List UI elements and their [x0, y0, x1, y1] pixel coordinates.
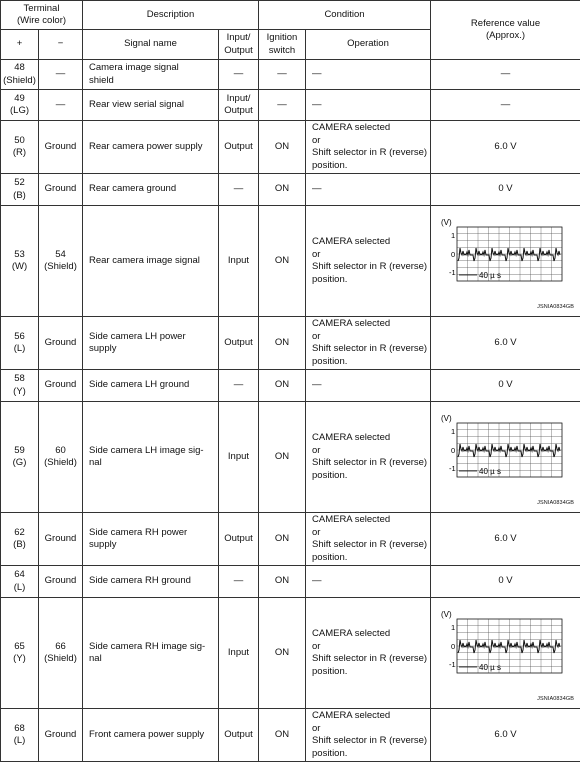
reference-value: 6.0 V — [431, 513, 580, 566]
time-label: 40 µ s — [478, 467, 501, 476]
terminal-plus: 53 (W) — [1, 206, 39, 317]
ignition-switch: — — [259, 60, 306, 90]
y-tick-label: 0 — [450, 250, 455, 259]
table-row — [1, 90, 580, 121]
ignition-switch: ON — [259, 121, 306, 174]
ignition-switch: ON — [259, 598, 306, 709]
y-tick-label: 1 — [450, 427, 455, 436]
terminal-plus: 68 (L) — [1, 709, 39, 762]
signal-name-header: Signal name — [83, 30, 219, 60]
y-tick-label: -1 — [448, 268, 456, 277]
ignition-switch: ON — [259, 513, 306, 566]
terminal-minus: Ground — [39, 174, 83, 206]
input-output: — — [219, 370, 259, 402]
operation: — — [306, 370, 431, 402]
operation: — — [306, 60, 431, 90]
terminal-plus: 52 (B) — [1, 174, 39, 206]
terminal-minus: 60 (Shield) — [39, 402, 83, 513]
io-header: Input/ Output — [219, 30, 259, 60]
reference-value — [431, 598, 580, 709]
input-output: — — [219, 174, 259, 206]
signal-name: Side camera RH power supply — [83, 513, 219, 566]
table-row — [1, 121, 580, 174]
operation: CAMERA selected or Shift selector in R (reverse) position. — [306, 709, 431, 762]
signal-name: Front camera power supply — [83, 709, 219, 762]
operation: CAMERA selected or Shift selector in R (reverse) position. — [306, 402, 431, 513]
input-output: Input — [219, 402, 259, 513]
ignition-header: Ignition switch — [259, 30, 306, 60]
signal-name: Rear camera power supply — [83, 121, 219, 174]
ignition-switch: ON — [259, 317, 306, 370]
terminal-minus: Ground — [39, 317, 83, 370]
y-tick-label: 1 — [450, 623, 455, 632]
waveform-trace — [458, 248, 560, 261]
plus-header: + — [1, 30, 39, 60]
input-output: Output — [219, 709, 259, 762]
operation: CAMERA selected or Shift selector in R (reverse) position. — [306, 206, 431, 317]
terminal-plus: 64 (L) — [1, 566, 39, 598]
input-output: Input — [219, 598, 259, 709]
terminal-plus: 62 (B) — [1, 513, 39, 566]
minus-header: − — [39, 30, 83, 60]
signal-name: Camera image signal shield — [83, 60, 219, 90]
waveform-trace — [458, 444, 560, 457]
table-row — [1, 60, 580, 90]
terminal-minus: Ground — [39, 709, 83, 762]
operation: — — [306, 174, 431, 206]
input-output: — — [219, 60, 259, 90]
reference-value: 6.0 V — [431, 121, 580, 174]
input-output: Output — [219, 317, 259, 370]
terminal-minus: Ground — [39, 566, 83, 598]
volt-unit-label: (V) — [440, 219, 452, 227]
y-tick-label: -1 — [448, 464, 456, 473]
operation-header: Operation — [306, 30, 431, 60]
ignition-switch: ON — [259, 566, 306, 598]
terminal-plus: 65 (Y) — [1, 598, 39, 709]
reference-value: 6.0 V — [431, 709, 580, 762]
ignition-switch: — — [259, 90, 306, 121]
time-label: 40 µ s — [478, 271, 501, 280]
input-output: — — [219, 566, 259, 598]
operation: CAMERA selected or Shift selector in R (reverse) position. — [306, 513, 431, 566]
terminal-minus: — — [39, 60, 83, 90]
y-tick-label: 0 — [450, 446, 455, 455]
waveform-chart — [441, 415, 571, 499]
ignition-switch: ON — [259, 370, 306, 402]
reference-value: 6.0 V — [431, 317, 580, 370]
signal-name: Rear camera image signal — [83, 206, 219, 317]
signal-name: Side camera RH image sig- nal — [83, 598, 219, 709]
signal-name: Rear camera ground — [83, 174, 219, 206]
input-output: Output — [219, 121, 259, 174]
operation: CAMERA selected or Shift selector in R (reverse) position. — [306, 598, 431, 709]
input-output: Input/ Output — [219, 90, 259, 121]
y-tick-label: -1 — [448, 660, 456, 669]
reference-value — [431, 402, 580, 513]
operation: CAMERA selected or Shift selector in R (reverse) position. — [306, 317, 431, 370]
table-row — [1, 206, 580, 317]
terminal-minus: Ground — [39, 121, 83, 174]
reference-value: 0 V — [431, 174, 580, 206]
operation: CAMERA selected or Shift selector in R (reverse) position. — [306, 121, 431, 174]
figure-code: JSNIA0834GB — [537, 499, 575, 506]
table-row — [1, 317, 580, 370]
terminal-minus: 66 (Shield) — [39, 598, 83, 709]
signal-name: Side camera LH image sig- nal — [83, 402, 219, 513]
terminal-plus: 59 (G) — [1, 402, 39, 513]
reference-value: 0 V — [431, 370, 580, 402]
waveform-chart — [441, 219, 571, 303]
ignition-switch: ON — [259, 402, 306, 513]
description-header: Description — [83, 1, 259, 30]
reference-value: — — [431, 90, 580, 121]
ignition-switch: ON — [259, 174, 306, 206]
terminal-plus: 56 (L) — [1, 317, 39, 370]
figure-code: JSNIA0834GB — [537, 303, 575, 310]
ignition-switch: ON — [259, 709, 306, 762]
reference-value: — — [431, 60, 580, 90]
input-output: Output — [219, 513, 259, 566]
signal-name: Side camera LH power supply — [83, 317, 219, 370]
table-row — [1, 513, 580, 566]
volt-unit-label: (V) — [440, 611, 452, 619]
table-row — [1, 709, 580, 762]
ignition-switch: ON — [259, 206, 306, 317]
table-row — [1, 598, 580, 709]
operation: — — [306, 566, 431, 598]
table-row — [1, 402, 580, 513]
reference-header: Reference value (Approx.) — [431, 1, 580, 60]
signal-name: Side camera LH ground — [83, 370, 219, 402]
volt-unit-label: (V) — [440, 415, 452, 423]
terminal-minus: 54 (Shield) — [39, 206, 83, 317]
terminal-minus: Ground — [39, 513, 83, 566]
time-label: 40 µ s — [478, 663, 501, 672]
reference-value: 0 V — [431, 566, 580, 598]
waveform-chart — [441, 611, 571, 695]
y-tick-label: 1 — [450, 231, 455, 240]
operation: — — [306, 90, 431, 121]
terminal-header: Terminal (Wire color) — [1, 1, 83, 30]
figure-code: JSNIA0834GB — [537, 695, 575, 702]
reference-value — [431, 206, 580, 317]
terminal-minus: Ground — [39, 370, 83, 402]
table-row — [1, 566, 580, 598]
terminal-plus: 48 (Shield) — [1, 60, 39, 90]
table-row — [1, 174, 580, 206]
y-tick-label: 0 — [450, 642, 455, 651]
condition-header: Condition — [259, 1, 431, 30]
signal-name: Side camera RH ground — [83, 566, 219, 598]
terminal-plus: 58 (Y) — [1, 370, 39, 402]
input-output: Input — [219, 206, 259, 317]
terminal-minus: — — [39, 90, 83, 121]
terminal-plus: 50 (R) — [1, 121, 39, 174]
signal-name: Rear view serial signal — [83, 90, 219, 121]
waveform-trace — [458, 640, 560, 653]
table-row — [1, 370, 580, 402]
terminal-plus: 49 (LG) — [1, 90, 39, 121]
